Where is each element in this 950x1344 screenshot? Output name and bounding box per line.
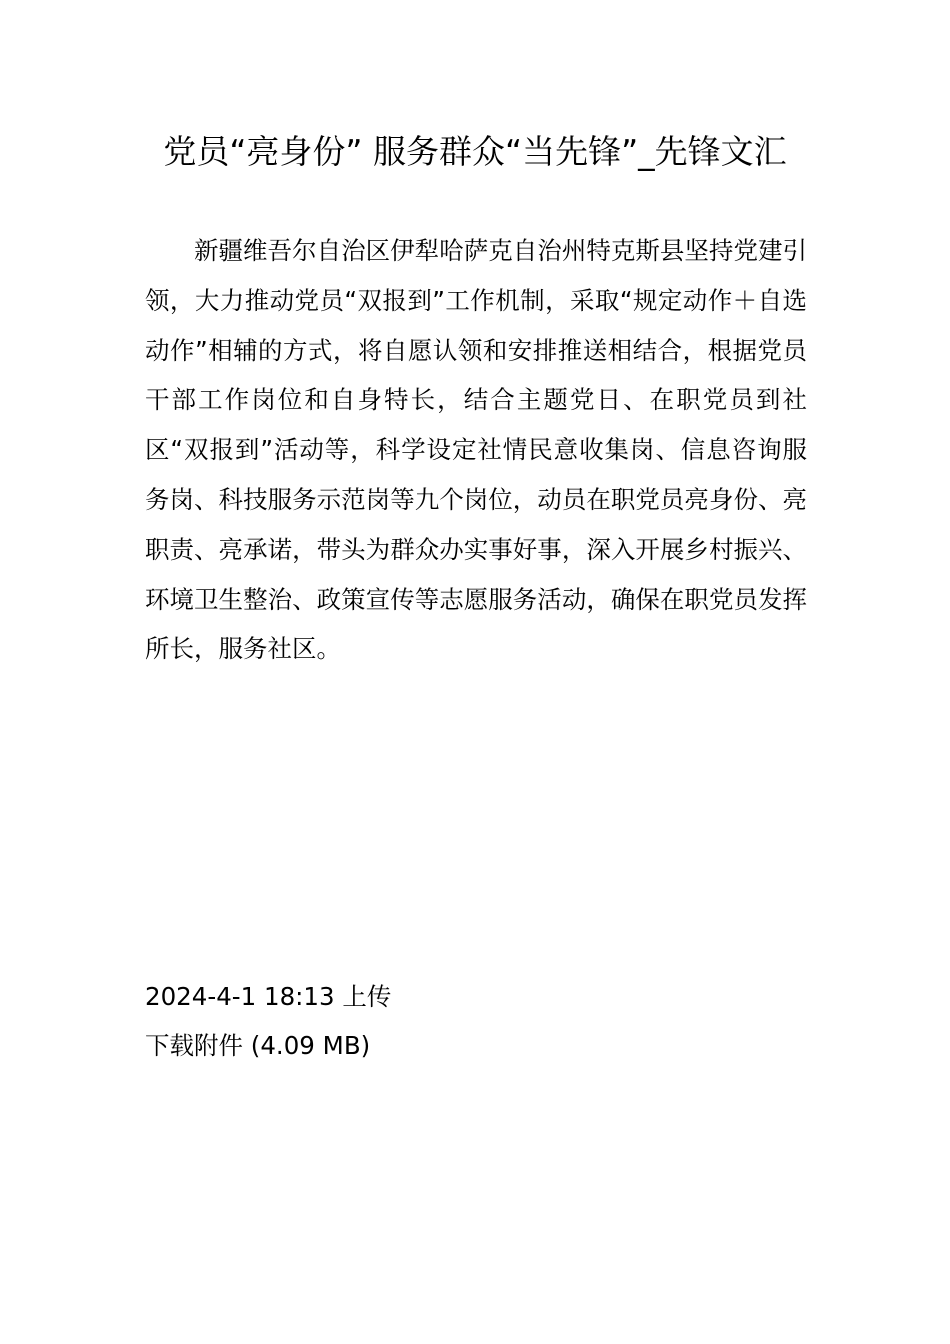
upload-timestamp: 2024-4-1 18:13 上传 — [145, 982, 392, 1011]
article-title: 党员“亮身份” 服务群众“当先锋”_先锋文汇 — [163, 132, 787, 171]
article-body: 新疆维吾尔自治区伊犁哈萨克自治州特克斯县坚持党建引领，大力推动党员“双报到”工作机制，采取“规定动作＋自选动作”相辅的方式，将自愿认领和安排推送相结合，根据党员干部工作岗位和自身特长，结合主题党日、在职党员到社区“双报到”活动等，科学设定社情民意收集岗、信息咨询服务岗、科技服务示范岗等九个岗位，动员在职党员亮身份、亮职责、亮承诺，带头为群众办实事好事，深入开展乡村振兴、环境卫生整治、政策宣传等志愿服务活动，确保在职党员发挥所长，服务社区。 — [145, 236, 807, 664]
download-attachment-link[interactable]: 下载附件 (4.09 MB) — [145, 1031, 371, 1060]
